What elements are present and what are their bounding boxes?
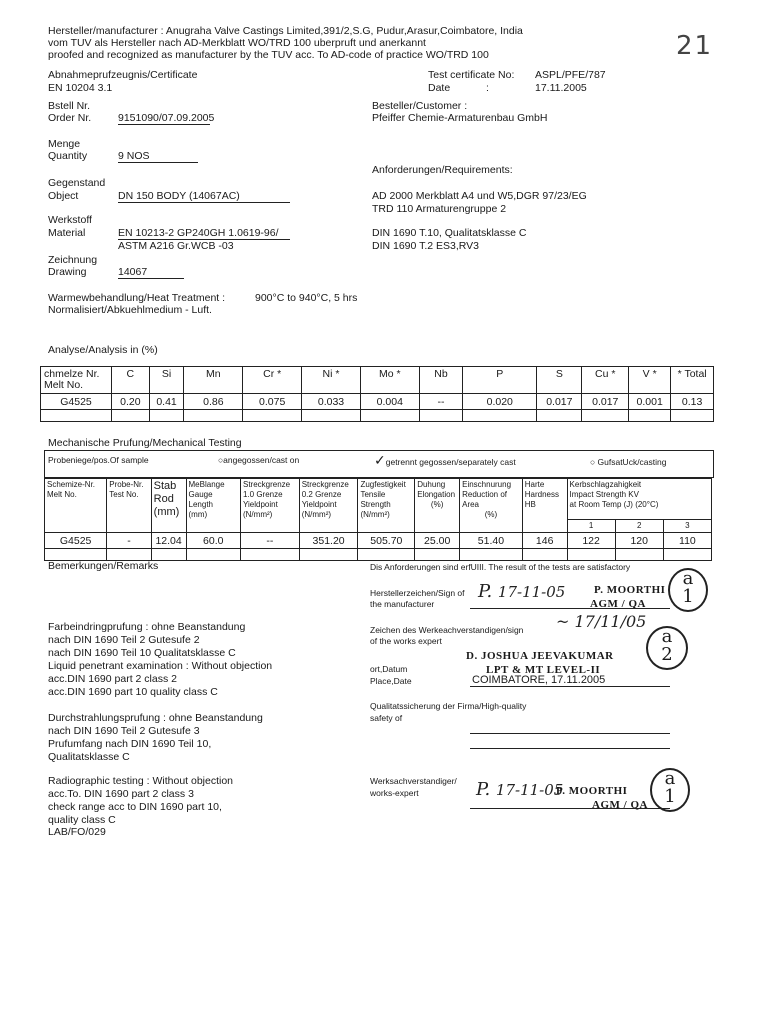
certificate-label: Abnahmeprufzeugnis/Certificate xyxy=(48,69,198,81)
header-mn: Mn xyxy=(184,367,243,394)
col-label-line: Streckgrenze xyxy=(301,480,349,489)
col-label-line: (mm) xyxy=(188,510,208,519)
mech-cell: 505.70 xyxy=(358,533,415,549)
radiography-de-line-4: Qualitatsklasse C xyxy=(48,751,130,763)
empty-cell xyxy=(302,410,361,422)
col-impact xyxy=(567,479,711,520)
date-label: Date xyxy=(428,82,451,94)
col-label-line: (N/mm²) xyxy=(242,510,273,519)
circle-letter: a xyxy=(664,768,676,789)
analysis-cell: 0.017 xyxy=(582,394,629,410)
drawing-label-en: Drawing xyxy=(48,266,87,278)
radiography-de-line-3: Prufumfang nach DIN 1690 Teil 10, xyxy=(48,738,212,750)
col-elongation xyxy=(415,479,460,533)
col-label-line: at Room Temp (J) (20°C) xyxy=(569,500,659,509)
penetrant-line-5: acc.DIN 1690 part 2 class 2 xyxy=(48,673,177,685)
mech-cell: 12.04 xyxy=(151,533,186,549)
place-date-line xyxy=(470,686,670,687)
stamp-joshua-title: LPT & MT LEVEL-II xyxy=(486,664,601,676)
stamp-moorthi-name: P. MOORTHI xyxy=(594,584,666,596)
impact-sub-3: 3 xyxy=(663,520,711,533)
empty-cell xyxy=(522,549,567,561)
sample-position-label: Probeniege/pos.Of sample xyxy=(48,455,149,465)
works-expert-label-2: works-expert xyxy=(370,788,419,798)
col-label-line: (N/mm²) xyxy=(301,510,332,519)
object-label-en: Object xyxy=(48,190,79,202)
mech-cell: - xyxy=(107,533,151,549)
circle-letter: a xyxy=(682,568,694,589)
col-label-line: Harte xyxy=(524,480,545,489)
checkmark-icon: ✓ xyxy=(374,452,386,468)
mech-cell: 351.20 xyxy=(299,533,358,549)
empty-cell xyxy=(663,549,711,561)
penetrant-line-1: Farbeindringprufung : ohne Beanstandung xyxy=(48,621,246,633)
impact-sub-1: 1 xyxy=(567,520,615,533)
col-label-line: Reduction of xyxy=(462,490,508,499)
material-label-de: Werkstoff xyxy=(48,214,92,226)
order-label-de: Bstell Nr. xyxy=(48,100,91,112)
requirements-line-4: DIN 1690 T.2 ES3,RV3 xyxy=(372,240,480,252)
header-s: S xyxy=(537,367,582,394)
certificate-standard: EN 10204 3.1 xyxy=(48,82,113,94)
col-label-line: Stab xyxy=(153,480,177,492)
casting-label: GufsatUck/casting xyxy=(597,457,667,467)
col-label-line: 1.0 Grenze xyxy=(242,490,283,499)
sign-manufacturer-label-1: Herstellerzeichen/Sign of xyxy=(370,588,465,598)
heat-treatment-value: 900°C to 940°C, 5 hrs xyxy=(255,292,358,304)
analysis-cell: 0.41 xyxy=(149,394,184,410)
header-nb: Nb xyxy=(419,367,463,394)
manufacturer-line: Hersteller/manufacturer : Anugraha Valve Castings Limited,391/2,S.G, Pudur,Arasur,Coimbatore, India xyxy=(48,25,523,37)
order-number: 9151090/07.09.2005 xyxy=(118,112,215,124)
stamp-joshua-name: D. JOSHUA JEEVAKUMAR xyxy=(466,650,614,662)
cast-on-option xyxy=(218,455,299,465)
empty-cell xyxy=(151,549,186,561)
col-label-line: Elongation xyxy=(417,490,456,499)
analysis-title: Analyse/Analysis in (%) xyxy=(48,344,158,356)
col-label-line: Test No. xyxy=(109,490,139,499)
quality-label-2: safety of xyxy=(370,713,403,723)
mech-cell: 146 xyxy=(522,533,567,549)
col-label-line: Einschnurung xyxy=(462,480,512,489)
works-expert-signature: P. 17-11-05 xyxy=(476,779,564,800)
empty-cell xyxy=(419,410,463,422)
radiography-en-line-3: check range acc to DIN 1690 part 10, xyxy=(48,801,222,813)
analysis-cell: 0.004 xyxy=(360,394,419,410)
col-melt-no xyxy=(45,479,107,533)
inspection-circle-stamp xyxy=(650,768,690,812)
quantity-label-de: Menge xyxy=(48,138,81,150)
col-label-line: Impact Strength KV xyxy=(569,490,639,499)
col-label-line: Schemize-Nr. xyxy=(47,480,96,489)
place-date-label-2: Place,Date xyxy=(370,676,412,686)
empty-cell xyxy=(567,549,615,561)
place-date-value: COIMBATORE, 17.11.2005 xyxy=(472,674,606,686)
mech-cell: -- xyxy=(240,533,299,549)
analysis-cell: 0.20 xyxy=(112,394,150,410)
col-label-line: (N/mm²) xyxy=(360,510,390,519)
mechanical-testing-table xyxy=(44,478,712,561)
requirements-label: Anforderungen/Requirements: xyxy=(372,164,513,176)
analysis-cell: 0.033 xyxy=(302,394,361,410)
empty-cell xyxy=(537,410,582,422)
header-v: V * xyxy=(629,367,671,394)
mech-cell: G4525 xyxy=(45,533,107,549)
cast-on-label: angegossen/cast on xyxy=(223,455,300,465)
analysis-cell: 0.017 xyxy=(537,394,582,410)
col-label-line: (%) xyxy=(430,500,444,509)
mech-cell: 60.0 xyxy=(186,533,240,549)
col-label-line: Yieldpoint xyxy=(242,500,278,509)
radio-empty-icon: ○ xyxy=(218,455,224,465)
empty-cell xyxy=(582,410,629,422)
certificate-date: 17.11.2005 xyxy=(535,82,587,94)
col-label-line: Melt No. xyxy=(47,490,77,499)
header-cu: Cu * xyxy=(582,367,629,394)
tuv-recognition-en: proofed and recognized as manufacturer by the TUV acc. To AD-code of practice WO/TRD 100 xyxy=(48,49,489,61)
analysis-cell: -- xyxy=(419,394,463,410)
col-label-line: (mm) xyxy=(153,506,180,518)
col-label-line: 0.2 Grenze xyxy=(301,490,342,499)
col-label-line: Zugfestigkeit xyxy=(360,480,406,489)
radio-empty-icon: ○ xyxy=(590,457,596,467)
col-reduction xyxy=(460,479,523,533)
analysis-cell: 0.075 xyxy=(243,394,302,410)
col-label-line: Probe-Nr. xyxy=(109,480,144,489)
col-label-line: Yieldpoint xyxy=(301,500,337,509)
sign-expert-label-1: Zeichen des Werkeachverstandigen/sign xyxy=(370,625,524,635)
col-label-line: Area xyxy=(462,500,480,509)
empty-cell xyxy=(358,549,415,561)
material-label-en: Material xyxy=(48,227,86,239)
quantity-label-en: Quantity xyxy=(48,150,88,162)
works-expert-line xyxy=(470,808,670,809)
satisfactory-statement: Dis Anforderungen sind erfUIII. The result of the tests are satisfactory xyxy=(370,562,631,572)
radiography-de-line-2: nach DIN 1690 Teil 2 Gutesufe 3 xyxy=(48,725,200,737)
empty-cell xyxy=(415,549,460,561)
requirements-line-2: TRD 110 Armaturengruppe 2 xyxy=(372,203,507,215)
empty-cell xyxy=(243,410,302,422)
object-value: DN 150 BODY (14067AC) xyxy=(118,190,290,203)
col-label-line: Length xyxy=(188,500,213,509)
inspection-circle-stamp xyxy=(646,626,688,670)
circle-number: 1 xyxy=(682,586,694,607)
header-p: P xyxy=(463,367,537,394)
radiography-en-line-4: quality class C xyxy=(48,814,116,826)
header-total: * Total xyxy=(671,367,714,394)
analysis-cell: G4525 xyxy=(41,394,112,410)
empty-cell xyxy=(671,410,714,422)
empty-cell xyxy=(45,549,107,561)
col-hardness xyxy=(522,479,567,533)
empty-cell xyxy=(460,549,523,561)
expert-signature: ~ 17/11/05 xyxy=(556,612,647,631)
separately-cast-label: getrennt gegossen/separately cast xyxy=(385,457,516,467)
inspection-circle-stamp xyxy=(668,568,708,612)
col-label-line: Tensile xyxy=(360,490,386,499)
casting-option xyxy=(590,457,667,467)
analysis-cell: 0.86 xyxy=(184,394,243,410)
penetrant-line-4: Liquid penetrant examination : Without objection xyxy=(48,660,273,672)
stamp-moorthi-title: AGM / QA xyxy=(590,598,646,610)
date-colon: : xyxy=(486,82,489,94)
header-ni: Ni * xyxy=(302,367,361,394)
separately-cast-option xyxy=(374,452,516,468)
empty-cell xyxy=(360,410,419,422)
empty-cell xyxy=(615,549,663,561)
col-label-line: HB xyxy=(524,500,536,509)
object-label-de: Gegenstand xyxy=(48,177,106,189)
header-c: C xyxy=(112,367,150,394)
sign-expert-label-2: of the works expert xyxy=(370,636,442,646)
quality-line-1 xyxy=(470,733,670,734)
col-label-line: Duhung xyxy=(417,480,446,489)
col-gauge-length xyxy=(186,479,240,533)
circle-number: 1 xyxy=(664,786,676,807)
requirements-line-1: AD 2000 Merkblatt A4 und W5,DGR 97/23/EG xyxy=(372,190,587,202)
empty-cell xyxy=(299,549,358,561)
sign-manufacturer-label-2: the manufacturer xyxy=(370,599,435,609)
empty-cell xyxy=(112,410,150,422)
material-value-1: EN 10213-2 GP240GH 1.0619-96/ xyxy=(118,227,290,240)
col-label-line: MeBlange xyxy=(188,480,225,489)
col-rod xyxy=(151,479,186,533)
col-label-line: Gauge xyxy=(188,490,213,499)
header-mo: Mo * xyxy=(360,367,419,394)
material-value-2: ASTM A216 Gr.WCB -03 xyxy=(118,240,234,252)
header-cr: Cr * xyxy=(243,367,302,394)
empty-cell xyxy=(184,410,243,422)
radiography-en-line-2: acc.To. DIN 1690 part 2 class 3 xyxy=(48,788,194,800)
order-label-en: Order Nr. xyxy=(48,112,92,124)
header-melt-no-de: chmelze Nr. xyxy=(44,368,100,380)
mech-cell: 51.40 xyxy=(460,533,523,549)
customer-name: Pfeiffer Chemie-Armaturenbau GmbH xyxy=(372,112,548,124)
col-label-line: Rod xyxy=(153,493,174,505)
col-yield-2 xyxy=(299,479,358,533)
test-cert-no: ASPL/PFE/787 xyxy=(535,69,606,81)
signature-date: 17-11-05 xyxy=(495,781,564,799)
col-label-line: Hardness xyxy=(524,490,560,499)
mech-cell: 122 xyxy=(567,533,615,549)
col-label-line: (%) xyxy=(484,510,498,519)
empty-cell xyxy=(41,410,112,422)
mechanical-title: Mechanische Prufung/Mechanical Testing xyxy=(48,437,242,449)
col-yield-1 xyxy=(240,479,299,533)
empty-cell xyxy=(186,549,240,561)
empty-cell xyxy=(107,549,151,561)
drawing-value: 14067 xyxy=(118,266,184,279)
col-label-line: Kerbschlagzahigkeit xyxy=(569,480,642,489)
mech-cell: 120 xyxy=(615,533,663,549)
customer-label: Besteller/Customer : xyxy=(372,100,468,112)
test-cert-no-label: Test certificate No: xyxy=(428,69,515,81)
circle-number: 2 xyxy=(661,644,673,665)
header-melt-no-en: Melt No. xyxy=(44,379,84,391)
signature-line xyxy=(470,608,670,609)
place-date-label-1: ort,Datum xyxy=(370,664,408,674)
form-number: LAB/FO/029 xyxy=(48,826,106,838)
empty-cell xyxy=(240,549,299,561)
heat-treatment-label: Warmewbehandlung/Heat Treatment : xyxy=(48,292,226,304)
empty-cell xyxy=(463,410,537,422)
col-test-no xyxy=(107,479,151,533)
works-expert-label-1: Werksachverstandiger/ xyxy=(370,776,457,786)
header-si: Si xyxy=(149,367,184,394)
radiography-en-line-1: Radiographic testing : Without objection xyxy=(48,775,234,787)
penetrant-line-2: nach DIN 1690 Teil 2 Gutesufe 2 xyxy=(48,634,200,646)
col-label-line: Strength xyxy=(360,500,391,509)
quality-label-1: Qualitatssicherung der Firma/High-quality xyxy=(370,701,527,711)
analysis-cell: 0.001 xyxy=(629,394,671,410)
quality-line-2 xyxy=(470,748,670,749)
penetrant-line-3: nach DIN 1690 Teil 10 Qualitatsklasse C xyxy=(48,647,236,659)
circle-letter: a xyxy=(661,626,673,647)
empty-cell xyxy=(149,410,184,422)
col-tensile xyxy=(358,479,415,533)
analysis-cell: 0.020 xyxy=(463,394,537,410)
signature-date: 17-11-05 xyxy=(497,583,566,601)
remarks-label: Bemerkungen/Remarks xyxy=(48,560,159,572)
analysis-cell: 0.13 xyxy=(671,394,714,410)
radiography-de-line-1: Durchstrahlungsprufung : ohne Beanstandung xyxy=(48,712,263,724)
drawing-label-de: Zeichnung xyxy=(48,254,98,266)
quantity-value: 9 NOS xyxy=(118,150,198,163)
chemical-analysis-table xyxy=(40,366,714,422)
requirements-line-3: DIN 1690 T.10, Qualitatsklasse C xyxy=(372,227,527,239)
manufacturer-signature: P. 17-11-05 xyxy=(478,581,566,602)
stamp-moorthi-title-2: AGM / QA xyxy=(592,799,648,811)
header-melt-no xyxy=(41,367,112,394)
empty-cell xyxy=(629,410,671,422)
mech-cell: 110 xyxy=(663,533,711,549)
cooling-medium: Normalisiert/Abkuehlmedium - Luft. xyxy=(48,304,212,316)
page-number: 21 xyxy=(676,31,714,61)
tuv-recognition-de: vom TUV als Hersteller nach AD-Merkblatt WO/TRD 100 uberpruft und anerkannt xyxy=(48,37,426,49)
stamp-moorthi-name-2: P. MOORTHI xyxy=(556,785,628,797)
penetrant-line-6: acc.DIN 1690 part 10 quality class C xyxy=(48,686,218,698)
col-label-line: Streckgrenze xyxy=(242,480,291,489)
impact-sub-2: 2 xyxy=(615,520,663,533)
mech-cell: 25.00 xyxy=(415,533,460,549)
